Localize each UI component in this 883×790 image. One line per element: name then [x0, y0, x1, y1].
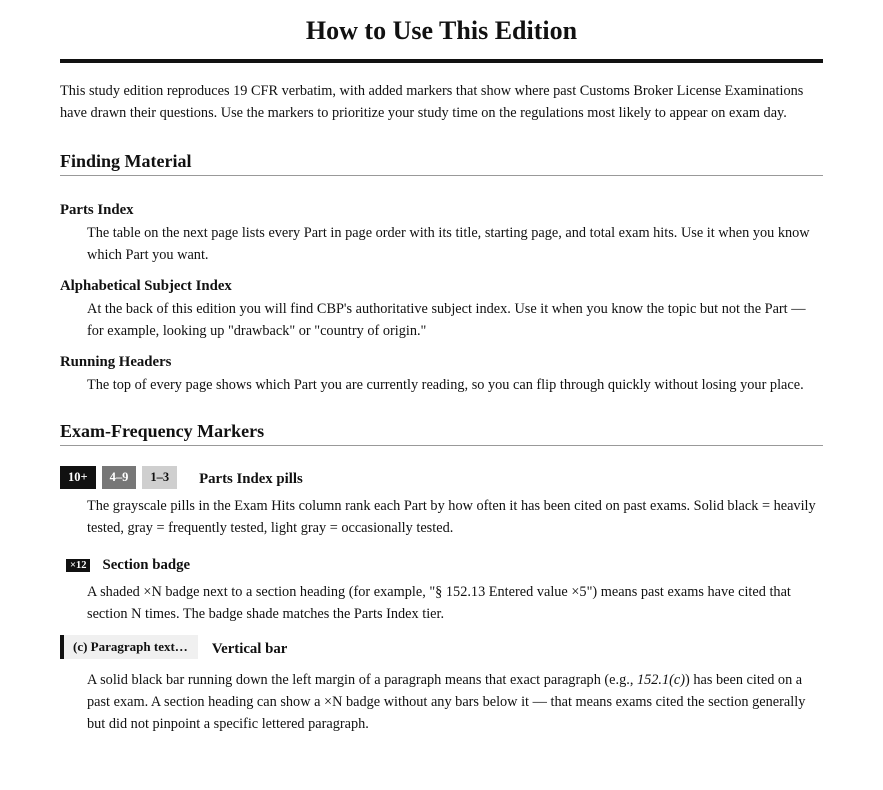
pills-body: The grayscale pills in the Exam Hits column rank each Part by how often it has been cited on past exams. Solid black = heavily tested, gray = frequently tested, light gray = occasionally tested. — [87, 498, 816, 536]
entry-title: Running Headers — [60, 354, 172, 370]
bar-body — [87, 669, 823, 735]
paragraph-bar-sample — [60, 635, 198, 659]
section-heading-finding: Finding Material — [60, 150, 823, 176]
pills-label: Parts Index pills — [199, 471, 303, 487]
intro-paragraph: This study edition reproduces 19 CFR verbatim, with added markers that show where past Customs Broker License Examinations have drawn their questions. Use the markers to prioritize your study time on the regulations most likely to appear on exam day. — [60, 83, 804, 121]
entry-body: The top of every page shows which Part you are currently reading, so you can flip through quickly without losing your place. — [87, 377, 804, 393]
bar-body-start: A solid black bar running down the left margin of a paragraph means that exact paragraph (e.g., — [87, 672, 637, 688]
entry-body: At the back of this edition you will find CBP's authoritative subject index. Use it when you know the topic but not the Part — for example, looking up "drawback" or "country of origin." — [87, 301, 806, 339]
entry-title: Alphabetical Subject Index — [60, 278, 232, 294]
section-heading-markers: Exam-Frequency Markers — [60, 420, 823, 446]
badge-label: Section badge — [102, 557, 191, 573]
badge-row — [66, 555, 823, 575]
bar-body-end: ) has been cited on a past exam. A section heading can show a ×N badge without any bars below it — that means exams cited the section generally but did not pinpoint a specific lettered paragraph. — [87, 672, 806, 732]
page-title: How to Use This Edition — [305, 16, 578, 45]
entry-body: The table on the next page lists every Part in page order with its title, starting page, and total exam hits. Use it when you know which Part you want. — [87, 225, 810, 263]
pill-occasional: 1–3 — [142, 466, 177, 489]
section-badge-sample: ×12 — [66, 559, 90, 572]
vertical-bar-mark — [60, 635, 64, 659]
entry-running-headers — [60, 352, 823, 396]
entry-title: Parts Index — [60, 202, 134, 218]
entry-subject-index — [60, 276, 823, 342]
pill-frequent: 4–9 — [102, 466, 137, 489]
pill-heavy: 10+ — [60, 466, 96, 489]
bar-body-citation: 152.1(c) — [636, 672, 686, 688]
entry-parts-index — [60, 200, 823, 266]
badge-body: A shaded ×N badge next to a section heading (for example, "§ 152.13 Entered value ×5") means past exams have cited that section N times. The badge shade matches the Parts Index tier. — [87, 584, 791, 622]
title-rule — [60, 59, 823, 63]
pills-row — [60, 464, 823, 489]
sample-paragraph-text: (c) Paragraph text… — [73, 639, 188, 654]
bar-label: Vertical bar — [211, 641, 288, 657]
bar-row — [60, 635, 823, 659]
